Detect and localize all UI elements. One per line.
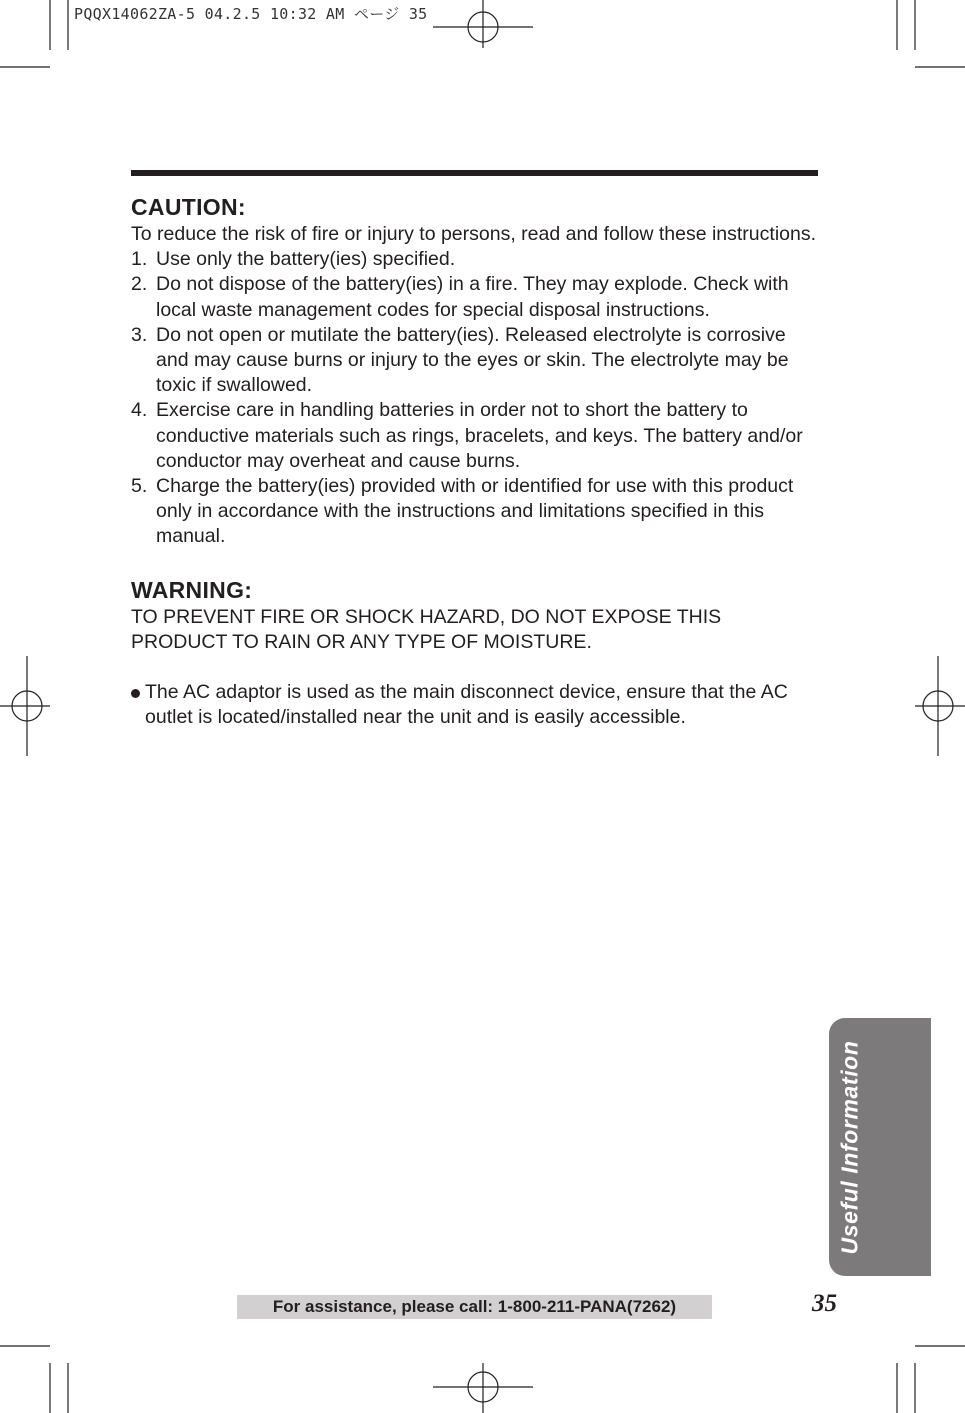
caution-list [131, 247, 821, 549]
caution-heading: CAUTION: [131, 194, 246, 220]
ac-adaptor-note [131, 680, 821, 730]
caution-item-number: 4. [131, 399, 148, 422]
caution-item-text: Exercise care in handling batteries in order not to short the battery to conductive materials such as rings, bracelets, and keys. The battery and/or conductor may overheat and cause burns. [156, 399, 803, 472]
ac-adaptor-note-text: The AC adaptor is used as the main disconnect device, ensure that the AC outlet is located/installed near the unit and is easily accessible. [145, 681, 788, 729]
warning-heading: WARNING: [131, 576, 253, 603]
caution-item-number: 1. [131, 248, 148, 271]
caution-item-text: Charge the battery(ies) provided with or identified for use with this product only in accordance with the instructions and limitations specified in this manual. [156, 475, 794, 548]
caution-intro: To reduce the risk of fire or injury to persons, read and follow these instructions. [131, 223, 817, 245]
caution-item-number: 5. [131, 475, 148, 498]
caution-item-text: Do not dispose of the battery(ies) in a fire. They may explode. Check with local waste management codes for special disposal instructions. [156, 273, 789, 321]
safety-content [131, 192, 821, 730]
bullet-icon [131, 689, 140, 698]
caution-item-3 [131, 323, 821, 399]
spacer [131, 655, 821, 680]
caution-item-2 [131, 272, 821, 322]
section-tab-label [829, 1018, 871, 1276]
caution-item-5 [131, 474, 821, 550]
caution-item-text: Do not open or mutilate the battery(ies). Released electrolyte is corrosive and may cause burns or injury to the eyes or skin. The electrolyte may be toxic if swallowed. [156, 323, 789, 397]
page-number: 35 [812, 1290, 837, 1317]
caution-item-4 [131, 398, 821, 474]
section-tab-text: Useful Information [836, 1040, 863, 1254]
caution-item-number: 3. [131, 323, 148, 346]
print-slug: PQQX14062ZA-5 04.2.5 10:32 AM ページ 35 [74, 5, 428, 23]
section-rule [131, 170, 818, 176]
caution-item-1 [131, 247, 821, 272]
assistance-footer: For assistance, please call: 1-800-211-PANA(7262) [272, 1297, 677, 1316]
caution-item-text: Use only the battery(ies) specified. [156, 248, 456, 271]
warning-text: TO PREVENT FIRE OR SHOCK HAZARD, DO NOT EXPOSE THIS PRODUCT TO RAIN OR ANY TYPE OF MOISTURE. [131, 605, 722, 653]
spacer [131, 550, 821, 575]
caution-item-number: 2. [131, 273, 148, 296]
